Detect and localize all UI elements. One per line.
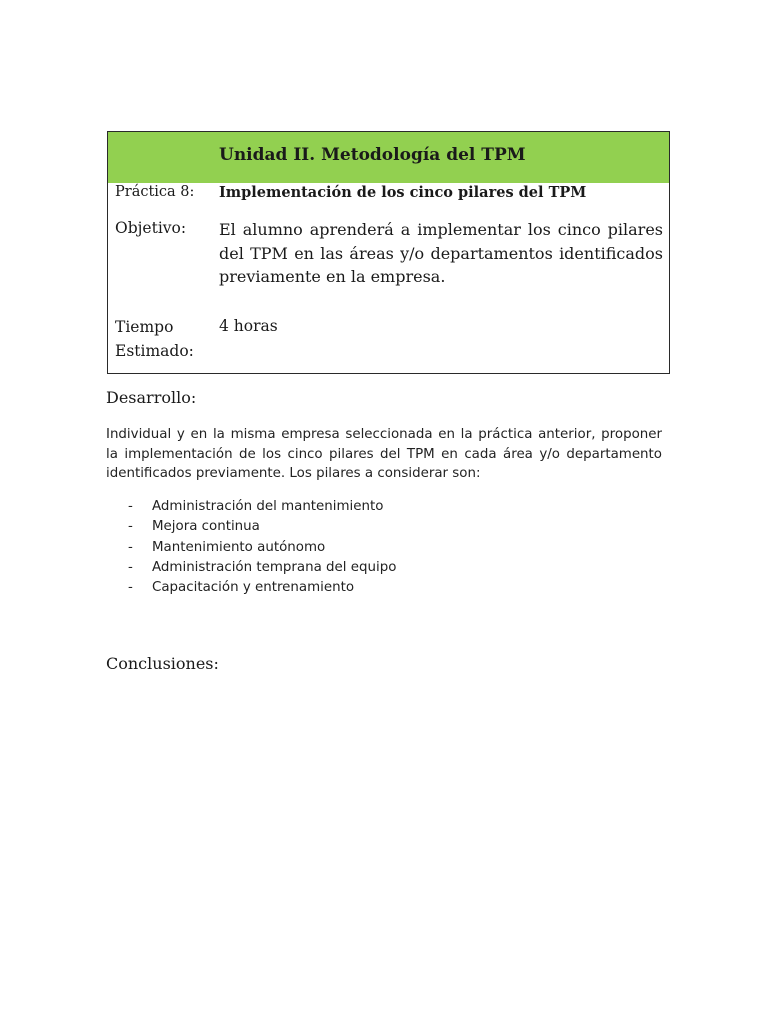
list-item xyxy=(128,558,396,578)
conclusions-heading: Conclusiones: xyxy=(106,654,219,673)
list-bullet: - xyxy=(128,519,133,535)
estimated-time-label-line2: Estimado: xyxy=(115,342,194,360)
list-item xyxy=(128,538,396,558)
list-item xyxy=(128,517,396,537)
list-item xyxy=(128,497,396,517)
list-bullet: - xyxy=(128,580,133,596)
practice-label: Práctica 8: xyxy=(115,184,195,200)
objective-label: Objetivo: xyxy=(115,219,187,237)
list-item xyxy=(128,578,396,598)
objective-value: El alumno aprenderá a implementar los cinco pilares del TPM en las áreas y/o departamentos identificados previamente en la empresa. xyxy=(219,220,663,286)
pillar-label: Mantenimiento autónomo xyxy=(152,539,326,555)
practice-value: Implementación de los cinco pilares del TPM xyxy=(219,184,587,201)
pillar-list xyxy=(128,497,396,598)
pillar-label: Capacitación y entrenamiento xyxy=(152,580,355,596)
activity-info-table xyxy=(107,131,670,374)
list-bullet: - xyxy=(128,499,133,514)
pillar-label: Administración temprana del equipo xyxy=(152,559,397,575)
estimated-time-label xyxy=(115,315,194,363)
list-bullet: - xyxy=(128,539,133,555)
estimated-time-value: 4 horas xyxy=(219,317,278,335)
unit-header-band xyxy=(108,132,669,183)
pillar-label: Administración del mantenimiento xyxy=(152,499,384,514)
unit-title: Unidad II. Metodología del TPM xyxy=(219,145,526,165)
development-heading: Desarrollo: xyxy=(106,388,197,407)
development-paragraph: Individual y en la misma empresa seleccionada en la práctica anterior, proponer la implementación de los cinco pilares del TPM en cada área y/o departamento identificados previamente. Los pilares a considerar son: xyxy=(106,427,662,481)
list-bullet: - xyxy=(128,559,133,575)
estimated-time-label-line1: Tiempo xyxy=(115,318,174,336)
pillar-label: Mejora continua xyxy=(152,519,260,535)
